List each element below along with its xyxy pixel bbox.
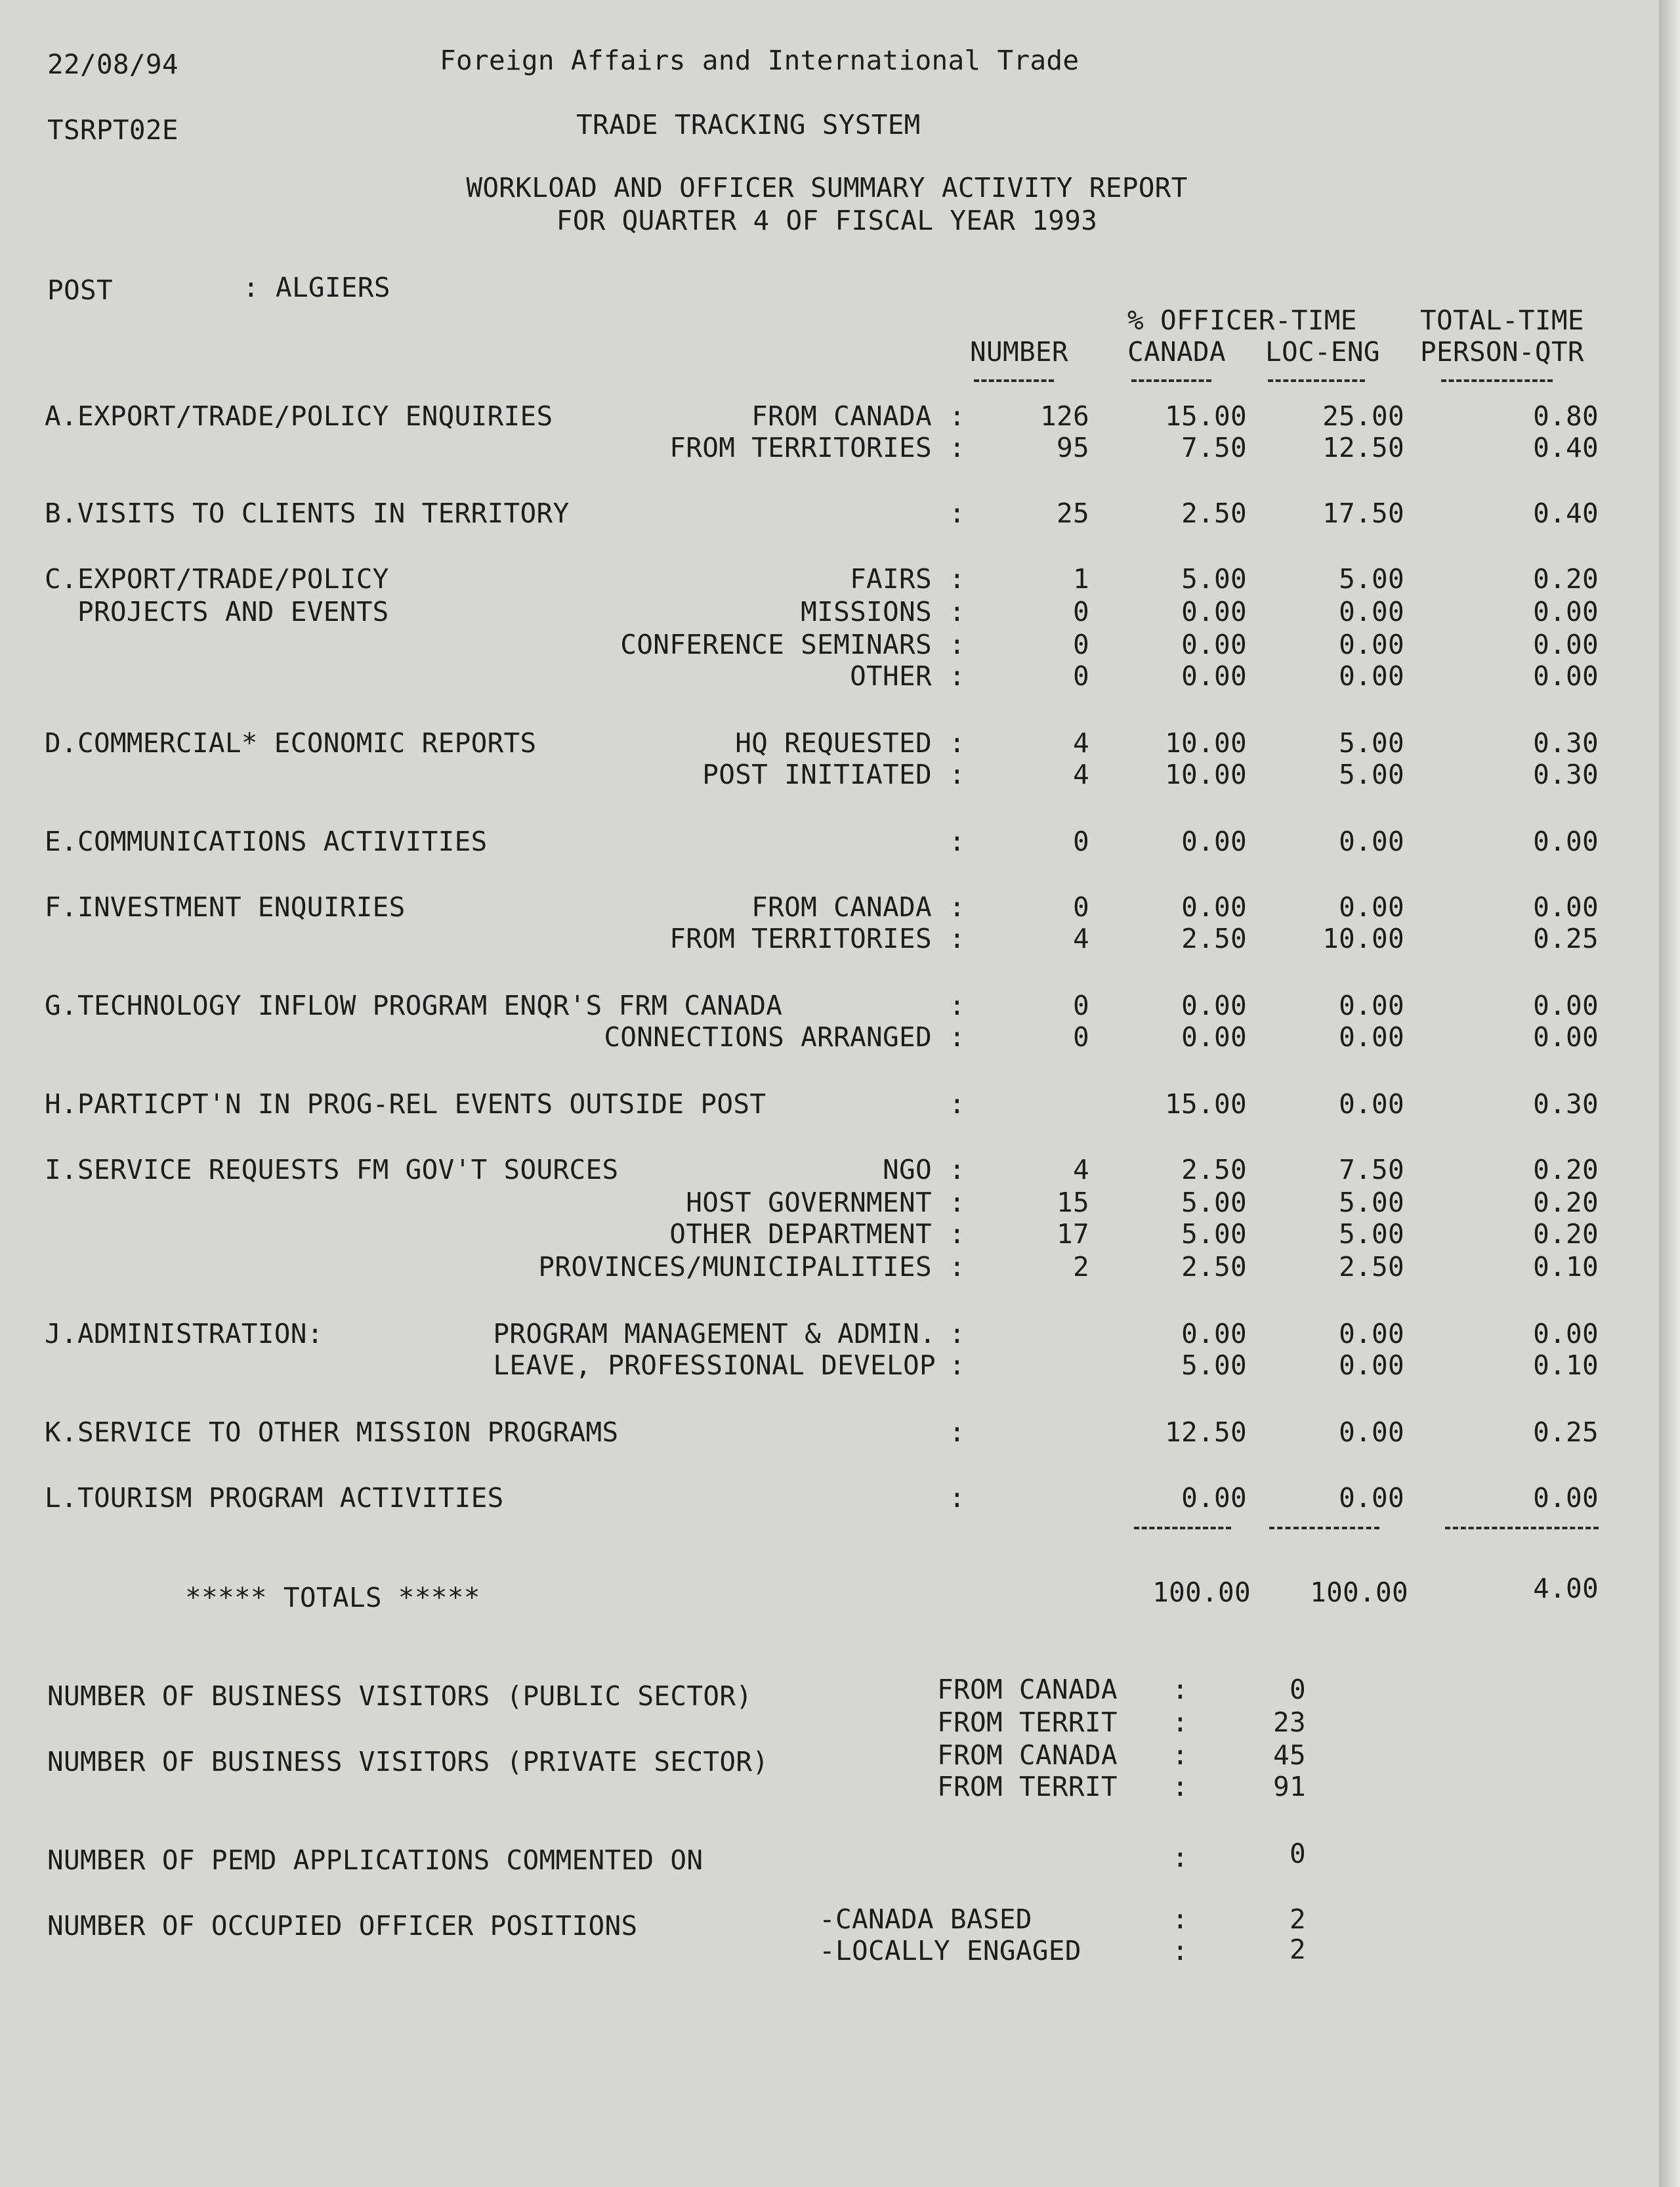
row-number: 0 [1073, 596, 1089, 627]
row-person-qtr: 0.80 [1533, 400, 1599, 432]
row-canada: 5.00 [1181, 563, 1247, 595]
row-number: 4 [1073, 727, 1089, 759]
visitors-from-canada: FROM CANADA [937, 1739, 1118, 1771]
row-colon: : [949, 1218, 965, 1250]
row-sublabel: FROM TERRITORIES [669, 923, 932, 954]
row-loceng: 0.00 [1339, 1021, 1404, 1053]
row-sublabel: NGO [883, 1154, 932, 1185]
row-colon: : [949, 1088, 965, 1120]
row-canada: 12.50 [1165, 1416, 1247, 1448]
row-sublabel: FAIRS [850, 563, 932, 595]
row-canada: 5.00 [1181, 1349, 1247, 1381]
row-number: 0 [1073, 1021, 1089, 1053]
row-person-qtr: 0.00 [1533, 1021, 1599, 1053]
row-loceng: 5.00 [1339, 1187, 1404, 1218]
visitors-colon: : [1172, 1674, 1188, 1705]
row-number: 4 [1073, 759, 1089, 790]
visitors-public-territ: 23 [1273, 1707, 1306, 1738]
row-colon: : [949, 660, 965, 692]
row-loceng: 0.00 [1339, 1318, 1404, 1349]
row-colon: : [949, 1318, 965, 1349]
report-date: 22/08/94 [47, 49, 178, 80]
header-rule [1441, 379, 1553, 382]
row-canada: 5.00 [1181, 1218, 1247, 1250]
row-loceng: 0.00 [1339, 1482, 1404, 1514]
row-number: 25 [1057, 498, 1089, 529]
row-canada: 0.00 [1181, 1318, 1247, 1349]
row-label: C.EXPORT/TRADE/POLICY [45, 563, 389, 595]
row-loceng: 17.50 [1322, 498, 1404, 529]
row-colon: : [949, 629, 965, 660]
row-label: H.PARTICPT'N IN PROG-REL EVENTS OUTSIDE POST [45, 1088, 766, 1120]
report-subtitle: FOR QUARTER 4 OF FISCAL YEAR 1993 [556, 205, 1098, 236]
row-canada: 2.50 [1181, 1251, 1247, 1283]
officers-colon: : [1172, 1935, 1188, 1966]
officers-canada-label: -CANADA BASED [819, 1903, 1032, 1935]
row-number: 0 [1073, 891, 1089, 923]
row-label: J.ADMINISTRATION: [45, 1318, 324, 1349]
row-sublabel: HOST GOVERNMENT [686, 1187, 932, 1218]
row-person-qtr: 0.30 [1533, 1088, 1599, 1120]
header-rule [974, 379, 1054, 382]
row-colon: : [949, 1187, 965, 1218]
department-name: Foreign Affairs and International Trade [440, 45, 1080, 76]
row-loceng: 0.00 [1339, 826, 1404, 857]
row-number: 95 [1057, 432, 1089, 463]
row-person-qtr: 0.00 [1533, 990, 1599, 1021]
row-loceng: 0.00 [1339, 990, 1404, 1021]
row-person-qtr: 0.20 [1533, 1187, 1599, 1218]
row-canada: 0.00 [1181, 891, 1247, 923]
row-sublabel: FROM CANADA [751, 400, 932, 432]
row-label: G.TECHNOLOGY INFLOW PROGRAM ENQR'S FRM CANADA [45, 990, 783, 1021]
col-total-time: TOTAL-TIME [1420, 305, 1584, 336]
row-number: 4 [1073, 1154, 1089, 1185]
row-label: F.INVESTMENT ENQUIRIES [45, 891, 406, 923]
visitors-private-territ: 91 [1273, 1771, 1306, 1802]
row-colon: : [949, 563, 965, 595]
row-label: E.COMMUNICATIONS ACTIVITIES [45, 826, 488, 857]
row-loceng: 5.00 [1339, 1218, 1404, 1250]
row-canada: 0.00 [1181, 990, 1247, 1021]
row-sublabel: FROM TERRITORIES [669, 432, 932, 463]
officers-colon: : [1172, 1903, 1188, 1935]
row-canada: 0.00 [1181, 1021, 1247, 1053]
row-colon: : [949, 891, 965, 923]
row-loceng: 5.00 [1339, 563, 1404, 595]
row-number: 15 [1057, 1187, 1089, 1218]
row-person-qtr: 0.10 [1533, 1349, 1599, 1381]
row-canada: 7.50 [1181, 432, 1247, 463]
row-label: A.EXPORT/TRADE/POLICY ENQUIRIES [45, 400, 553, 432]
row-canada: 15.00 [1165, 1088, 1247, 1120]
row-sublabel: PROGRAM MANAGEMENT & ADMIN. [493, 1318, 936, 1349]
visitors-colon: : [1172, 1771, 1188, 1802]
row-colon: : [949, 1251, 965, 1283]
row-canada: 0.00 [1181, 660, 1247, 692]
visitors-from-canada: FROM CANADA [937, 1674, 1118, 1705]
row-colon: : [949, 1021, 965, 1053]
totals-loceng: 100.00 [1310, 1577, 1408, 1608]
row-person-qtr: 0.20 [1533, 1154, 1599, 1185]
row-person-qtr: 0.00 [1533, 1318, 1599, 1349]
visitors-colon: : [1172, 1739, 1188, 1771]
row-colon: : [949, 923, 965, 954]
row-loceng: 12.50 [1322, 432, 1404, 463]
row-label: I.SERVICE REQUESTS FM GOV'T SOURCES [45, 1154, 619, 1185]
row-person-qtr: 0.00 [1533, 1482, 1599, 1514]
row-number: 1 [1073, 563, 1089, 595]
visitors-from-territ: FROM TERRIT [937, 1707, 1118, 1738]
row-number: 0 [1073, 990, 1089, 1021]
row-sublabel: FROM CANADA [751, 891, 932, 923]
row-canada: 0.00 [1181, 596, 1247, 627]
post-label: POST [47, 274, 113, 306]
row-sublabel: OTHER DEPARTMENT [669, 1218, 932, 1250]
row-loceng: 10.00 [1322, 923, 1404, 954]
row-colon: : [949, 1154, 965, 1185]
row-number: 126 [1040, 400, 1089, 432]
row-colon: : [949, 400, 965, 432]
row-colon: : [949, 1349, 965, 1381]
officers-canada-value: 2 [1290, 1903, 1306, 1935]
row-loceng: 0.00 [1339, 1088, 1404, 1120]
row-number: 0 [1073, 629, 1089, 660]
row-person-qtr: 0.20 [1533, 1218, 1599, 1250]
row-canada: 0.00 [1181, 826, 1247, 857]
row-loceng: 0.00 [1339, 596, 1404, 627]
row-loceng: 2.50 [1339, 1251, 1404, 1283]
row-label: B.VISITS TO CLIENTS IN TERRITORY [45, 498, 570, 529]
pemd-value: 0 [1290, 1838, 1306, 1869]
row-loceng: 0.00 [1339, 660, 1404, 692]
totals-label: ***** TOTALS ***** [185, 1582, 480, 1613]
row-colon: : [949, 498, 965, 529]
row-colon: : [949, 759, 965, 790]
row-canada: 2.50 [1181, 498, 1247, 529]
row-person-qtr: 0.00 [1533, 891, 1599, 923]
row-sublabel: POST INITIATED [702, 759, 932, 790]
row-person-qtr: 0.30 [1533, 759, 1599, 790]
row-sublabel: OTHER [850, 660, 932, 692]
row-number: 0 [1073, 826, 1089, 857]
row-person-qtr: 0.20 [1533, 563, 1599, 595]
row-colon: : [949, 826, 965, 857]
totals-canada: 100.00 [1152, 1577, 1251, 1608]
row-loceng: 5.00 [1339, 759, 1404, 790]
row-sublabel: CONFERENCE SEMINARS [620, 629, 932, 660]
col-loc-eng: LOC-ENG [1265, 336, 1380, 368]
row-person-qtr: 0.40 [1533, 498, 1599, 529]
row-loceng: 25.00 [1322, 400, 1404, 432]
row-person-qtr: 0.00 [1533, 660, 1599, 692]
row-person-qtr: 0.25 [1533, 923, 1599, 954]
row-loceng: 0.00 [1339, 1349, 1404, 1381]
officers-label: NUMBER OF OCCUPIED OFFICER POSITIONS [47, 1910, 638, 1942]
row-label: L.TOURISM PROGRAM ACTIVITIES [45, 1482, 504, 1514]
visitors-from-territ: FROM TERRIT [937, 1771, 1118, 1802]
row-label: PROJECTS AND EVENTS [45, 596, 389, 627]
row-person-qtr: 0.40 [1533, 432, 1599, 463]
row-number: 0 [1073, 660, 1089, 692]
header-rule [1131, 379, 1211, 382]
row-sublabel: CONNECTIONS ARRANGED [604, 1021, 932, 1053]
visitors-private-canada: 45 [1273, 1739, 1306, 1771]
post-value: : ALGIERS [243, 272, 390, 303]
row-canada: 5.00 [1181, 1187, 1247, 1218]
row-sublabel: LEAVE, PROFESSIONAL DEVELOP [493, 1349, 936, 1381]
totals-rule [1134, 1527, 1231, 1529]
totals-rule [1269, 1527, 1379, 1529]
totals-rule [1445, 1527, 1599, 1529]
row-person-qtr: 0.25 [1533, 1416, 1599, 1448]
row-number: 17 [1057, 1218, 1089, 1250]
visitors-colon: : [1172, 1707, 1188, 1738]
row-label: K.SERVICE TO OTHER MISSION PROGRAMS [45, 1416, 619, 1448]
row-person-qtr: 0.10 [1533, 1251, 1599, 1283]
row-loceng: 0.00 [1339, 629, 1404, 660]
row-colon: : [949, 1416, 965, 1448]
row-colon: : [949, 727, 965, 759]
row-loceng: 0.00 [1339, 1416, 1404, 1448]
visitors-private-label: NUMBER OF BUSINESS VISITORS (PRIVATE SECTOR) [47, 1746, 769, 1777]
pemd-label: NUMBER OF PEMD APPLICATIONS COMMENTED ON [47, 1844, 704, 1876]
row-number: 4 [1073, 923, 1089, 954]
row-number: 2 [1073, 1251, 1089, 1283]
row-sublabel: MISSIONS [801, 596, 932, 627]
visitors-public-canada: 0 [1290, 1674, 1306, 1705]
row-canada: 15.00 [1165, 400, 1247, 432]
page-edge [1659, 0, 1680, 2187]
col-canada: CANADA [1127, 336, 1226, 368]
row-person-qtr: 0.00 [1533, 826, 1599, 857]
row-sublabel: PROVINCES/MUNICIPALITIES [538, 1251, 932, 1283]
row-canada: 0.00 [1181, 1482, 1247, 1514]
col-person-qtr: PERSON-QTR [1420, 336, 1584, 368]
officers-local-label: -LOCALLY ENGAGED [819, 1935, 1082, 1966]
pemd-colon: : [1172, 1842, 1188, 1873]
row-loceng: 7.50 [1339, 1154, 1404, 1185]
row-canada: 10.00 [1165, 759, 1247, 790]
header-rule [1268, 379, 1365, 382]
visitors-public-label: NUMBER OF BUSINESS VISITORS (PUBLIC SECTOR) [47, 1680, 753, 1712]
col-officer-time: % OFFICER-TIME [1127, 305, 1357, 336]
row-person-qtr: 0.00 [1533, 629, 1599, 660]
report-code: TSRPT02E [47, 114, 178, 146]
totals-person-qtr: 4.00 [1533, 1573, 1599, 1604]
row-loceng: 0.00 [1339, 891, 1404, 923]
row-canada: 2.50 [1181, 923, 1247, 954]
row-person-qtr: 0.00 [1533, 596, 1599, 627]
row-label: D.COMMERCIAL* ECONOMIC REPORTS [45, 727, 537, 759]
col-number: NUMBER [970, 336, 1068, 368]
row-sublabel: HQ REQUESTED [735, 727, 932, 759]
officers-local-value: 2 [1290, 1934, 1306, 1965]
system-name: TRADE TRACKING SYSTEM [576, 109, 921, 140]
row-colon: : [949, 1482, 965, 1514]
row-canada: 2.50 [1181, 1154, 1247, 1185]
row-loceng: 5.00 [1339, 727, 1404, 759]
row-person-qtr: 0.30 [1533, 727, 1599, 759]
row-canada: 0.00 [1181, 629, 1247, 660]
row-colon: : [949, 596, 965, 627]
report-title: WORKLOAD AND OFFICER SUMMARY ACTIVITY REPORT [466, 172, 1188, 203]
row-colon: : [949, 432, 965, 463]
row-canada: 10.00 [1165, 727, 1247, 759]
row-colon: : [949, 990, 965, 1021]
